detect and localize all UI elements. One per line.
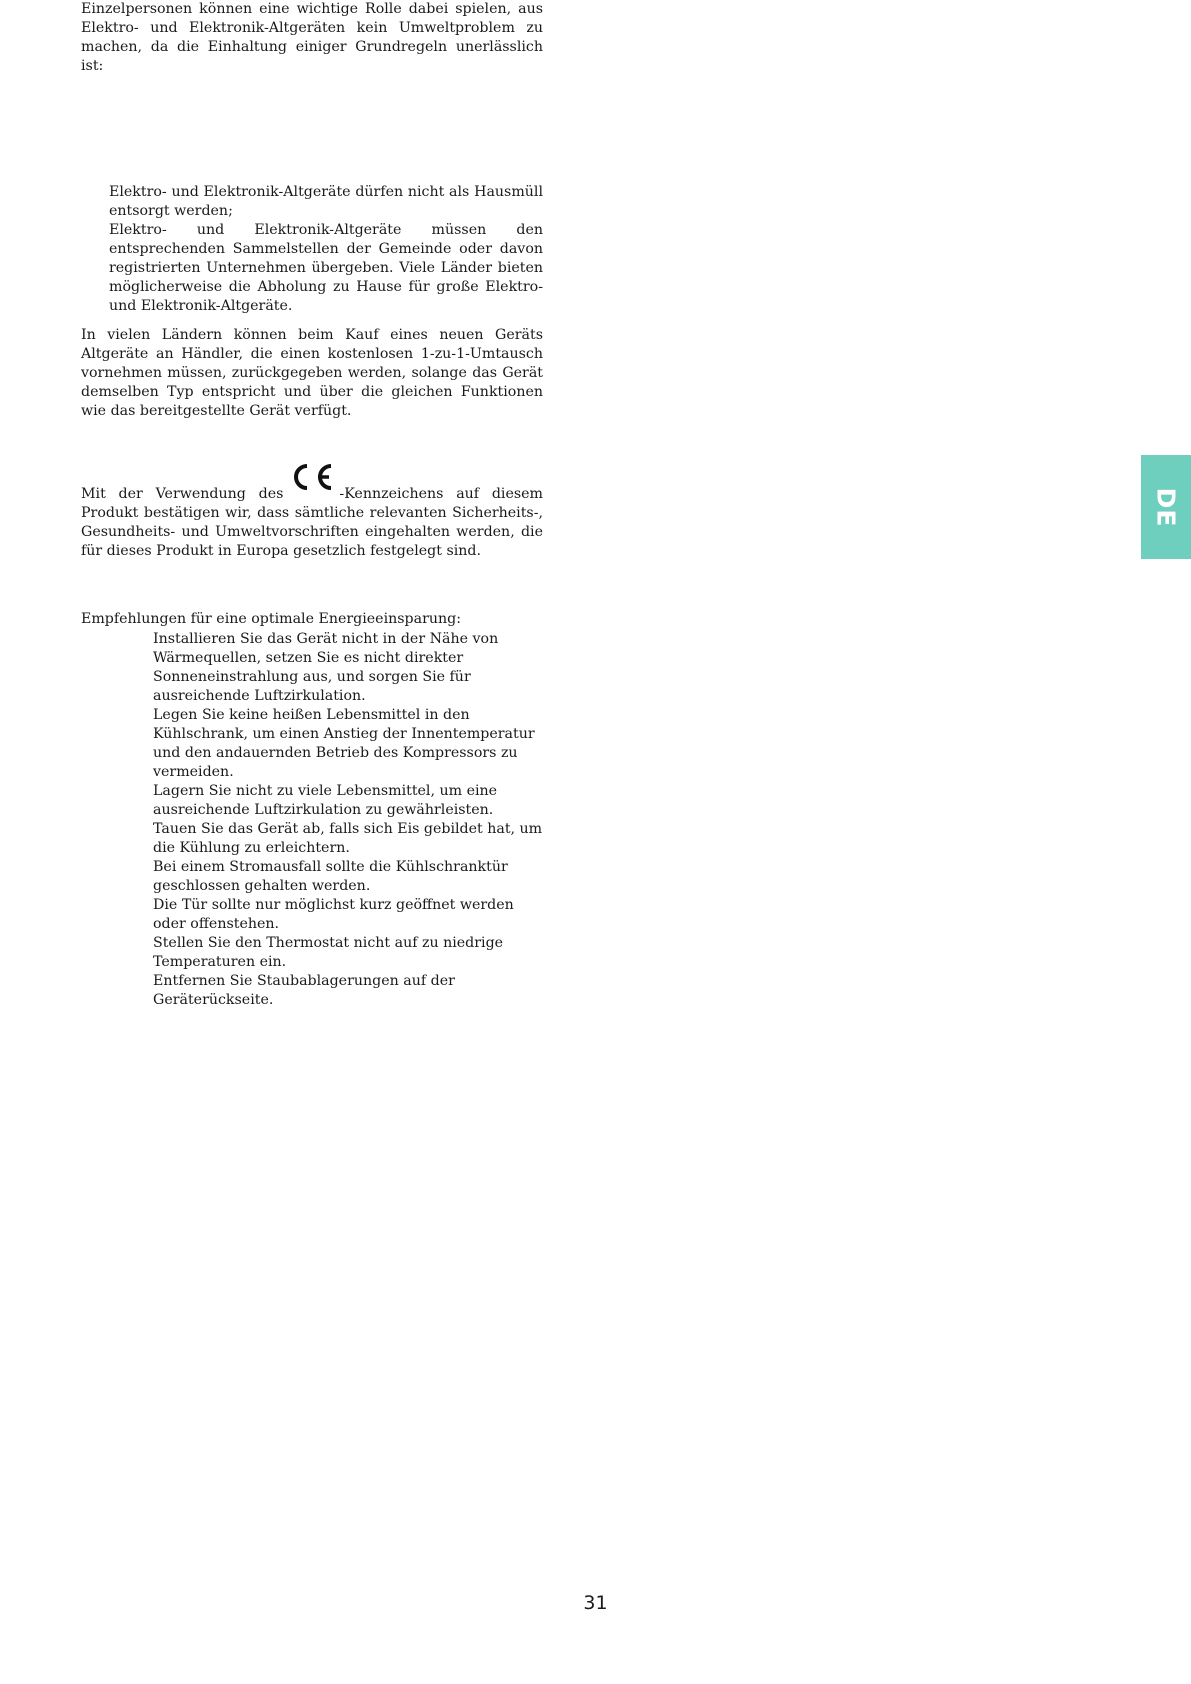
list-item: Elektro- und Elektronik-Altgeräte müssen den entsprechenden Sammelstellen der Gemeinde oder davon registrierten Unternehmen übergeben. Viele Länder bieten möglicherweise die Abholung zu Hause für große Elektro- und Elektronik-Altgeräte.	[109, 222, 543, 314]
list-item: Stellen Sie den Thermostat nicht auf zu niedrige Temperaturen ein.	[153, 935, 504, 970]
list-item: Legen Sie keine heißen Lebensmittel in den Kühlschrank, um einen Anstieg der Innentemperatur und den andauernden Betrieb des Kompressors zu vermeiden.	[153, 707, 535, 780]
intro-text: Einzelpersonen können eine wichtige Rolle dabei spielen, aus Elektro- und Elektronik-Altgeräten kein Umweltproblem zu machen, da die Einhaltung einiger Grundregeln unerlässlich ist:	[81, 1, 543, 74]
list-item: Bei einem Stromausfall sollte die Kühlschranktür geschlossen gehalten werden.	[153, 859, 508, 894]
energy-heading: Empfehlungen für eine optimale Energieeinsparung:	[81, 611, 461, 627]
retailer-paragraph	[81, 326, 543, 421]
list-item: Entfernen Sie Staubablagerungen auf der Geräterückseite.	[153, 973, 455, 1008]
language-tab-label: DE	[1151, 487, 1181, 527]
ce-text	[81, 468, 543, 561]
weee-rules-list	[109, 183, 543, 316]
ce-paragraph	[81, 468, 543, 561]
list-item: Tauen Sie das Gerät ab, falls sich Eis gebildet hat, um die Kühlung zu erleichtern.	[153, 821, 543, 856]
retailer-text: In vielen Ländern können beim Kauf eines neuen Geräts Altgeräte an Händler, die einen kostenlosen 1-zu-1-Umtausch vornehmen müssen, zurückgegeben werden, solange das Gerät demselben Typ entspricht und über die gleichen Funktionen wie das bereitgestellte Gerät verfügt.	[81, 327, 543, 419]
ce-mark-icon	[287, 462, 335, 492]
list-item: Die Tür sollte nur möglichst kurz geöffnet werden oder offenstehen.	[153, 897, 514, 932]
ce-text-after: -Kennzeichens auf diesem Produkt bestätigen wir, dass sämtliche relevanten Sicherheits-, Gesundheits- und Umweltvorschriften eingehalten werden, die für dieses Produkt in Europa gesetzlich festgelegt sind.	[81, 486, 543, 559]
list-item: Lagern Sie nicht zu viele Lebensmittel, um eine ausreichende Luftzirkulation zu gewährleisten.	[153, 783, 498, 818]
language-tab	[1141, 455, 1191, 559]
ce-text-before: Mit der Verwendung des	[81, 486, 284, 502]
intro-paragraph	[81, 0, 543, 76]
list-item: Elektro- und Elektronik-Altgeräte dürfen nicht als Hausmüll entsorgt werden;	[109, 184, 543, 219]
list-item: Installieren Sie das Gerät nicht in der Nähe von Wärmequellen, setzen Sie es nicht direkter Sonneneinstrahlung aus, und sorgen Sie für ausreichende Luftzirkulation.	[153, 631, 499, 704]
energy-tips-list	[153, 630, 548, 1010]
page-number: 31	[583, 1592, 608, 1614]
